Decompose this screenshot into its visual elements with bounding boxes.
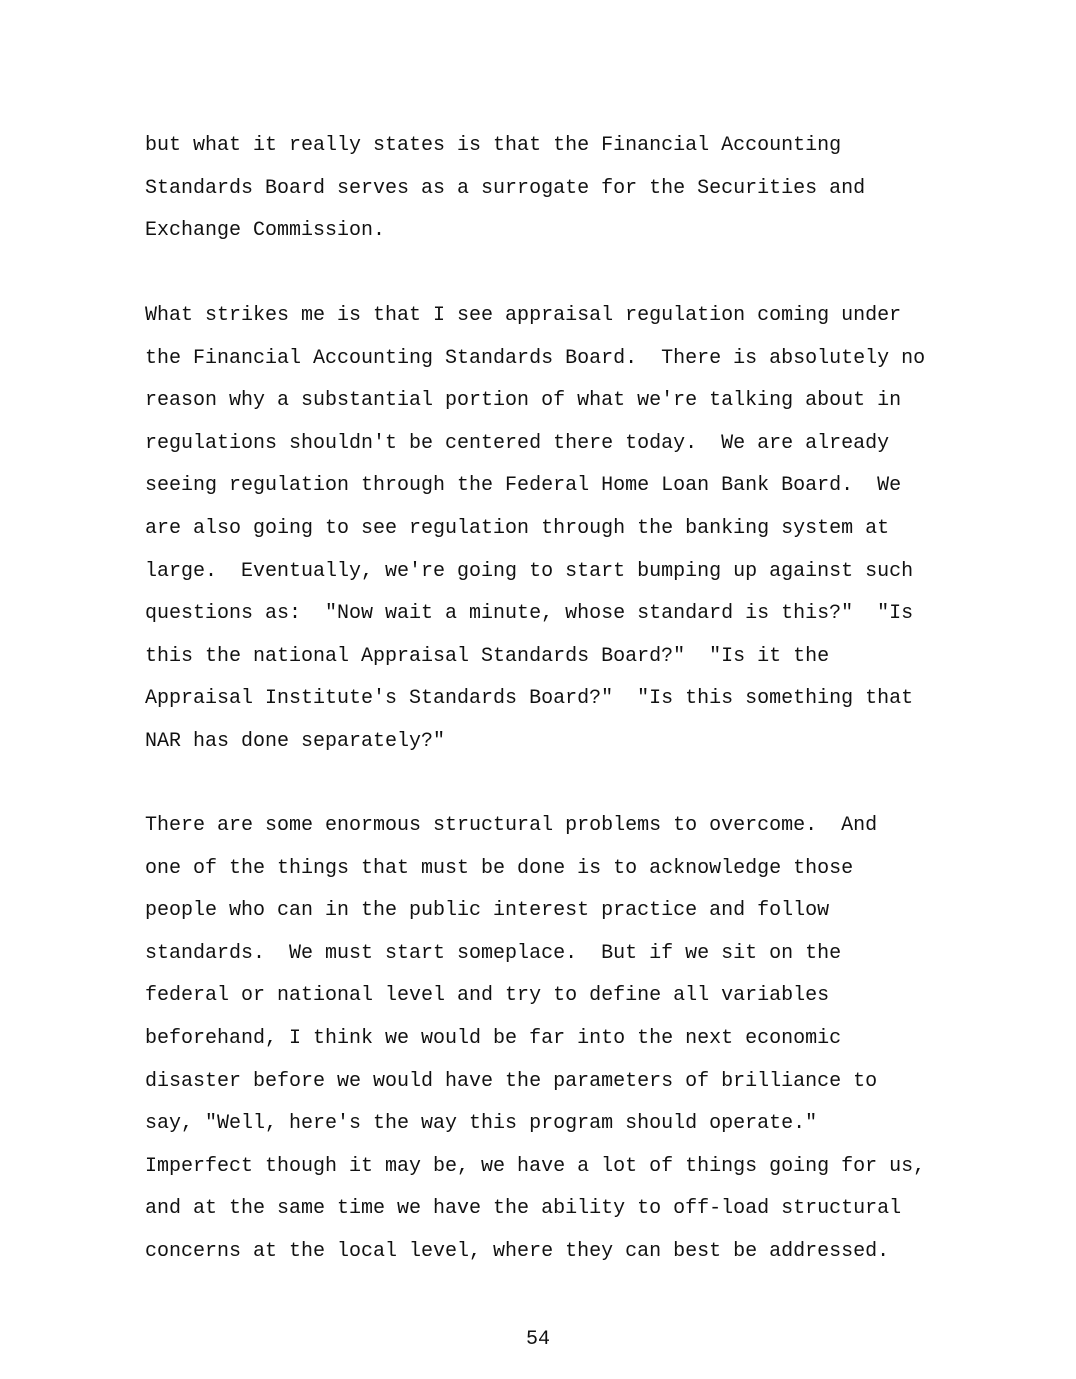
- text-line: federal or national level and try to define all variables: [145, 984, 830, 1008]
- text-line: but what it really states is that the Financial Accounting: [145, 134, 842, 157]
- page-number: 54: [525, 1328, 550, 1351]
- text-line: disaster before we would have the parameters of brilliance to: [145, 1069, 878, 1093]
- text-line: beforehand, I think we would be far into the next economic: [145, 1026, 842, 1050]
- text-line: and at the same time we have the ability to off-load structural: [145, 1197, 902, 1221]
- text-line: Appraisal Institute's Standards Board?" "Is this something that: [145, 687, 914, 711]
- text-line: Standards Board serves as a surrogate for the Securities and: [145, 176, 866, 200]
- text-line: There are some enormous structural problems to overcome. And: [145, 814, 878, 837]
- text-line: questions as: "Now wait a minute, whose standard is this?" "Is: [145, 602, 914, 626]
- text-line: the Financial Accounting Standards Board. There is absolutely no: [145, 346, 926, 370]
- text-line: regulations shouldn't be centered there today. We are already: [145, 431, 890, 455]
- paragraph-3: [145, 805, 925, 1274]
- text-line: reason why a substantial portion of what we're talking about in: [145, 389, 902, 413]
- text-line: say, "Well, here's the way this program should operate.": [145, 1112, 818, 1136]
- text-line: this the national Appraisal Standards Board?" "Is it the: [145, 644, 830, 668]
- text-line: NAR has done separately?": [145, 729, 446, 753]
- text-line: concerns at the local level, where they can best be addressed.: [145, 1239, 890, 1263]
- paragraph-1: [145, 125, 865, 253]
- text-line: are also going to see regulation through the banking system at: [145, 516, 890, 540]
- text-line: one of the things that must be done is to acknowledge those: [145, 856, 854, 880]
- text-line: What strikes me is that I see appraisal regulation coming under: [145, 304, 902, 327]
- paragraph-2: [145, 295, 925, 764]
- text-line: people who can in the public interest practice and follow: [145, 899, 830, 923]
- text-line: Exchange Commission.: [145, 219, 386, 243]
- text-line: large. Eventually, we're going to start bumping up against such: [145, 559, 914, 583]
- text-line: seeing regulation through the Federal Home Loan Bank Board. We: [145, 474, 902, 498]
- text-line: standards. We must start someplace. But if we sit on the: [145, 941, 842, 965]
- text-line: Imperfect though it may be, we have a lot of things going for us,: [145, 1154, 926, 1178]
